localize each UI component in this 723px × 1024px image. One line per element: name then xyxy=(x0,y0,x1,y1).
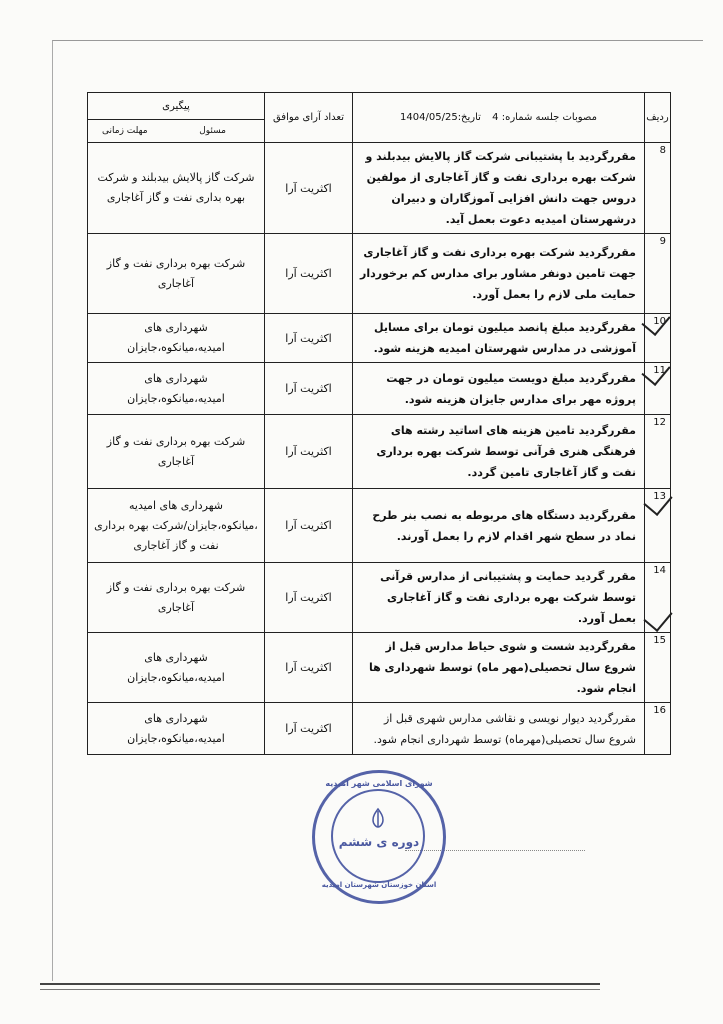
row-number-header: ردیف xyxy=(645,93,671,143)
resolution-text: مقررگردید با پشتیبانی شرکت گاز پالایش بیدبلند و شرکت بهره برداری نفت و گاز آغاجاری از مولفین دروس جهت دانش افزایی آموزگاران و دبیران درشهرستان امیدیه دعوت بعمل آید. xyxy=(353,143,645,234)
votes-cell: اکثریت آرا xyxy=(265,314,353,363)
resolution-text: مقرر گردید حمایت و پشتیبانی از مدارس قرآنی توسط شرکت بهره برداری نفت و گاز آغاجاری بعمل آورد. xyxy=(353,563,645,633)
followup-subheader xyxy=(88,120,265,143)
followup-header: پیگیری xyxy=(88,93,265,120)
responsible-cell: شرکت بهره برداری نفت و گاز آغاجاری xyxy=(88,563,265,633)
row-number: 9 xyxy=(645,234,671,314)
row-number: 14 xyxy=(645,563,671,633)
table-header-row xyxy=(88,93,671,120)
resolution-text: مقررگردید مبلغ دویست میلیون تومان در جهت پروژه مهر برای مدارس جایزان هزینه شود. xyxy=(353,363,645,415)
table-row xyxy=(88,703,671,755)
resolutions-title: مصوبات جلسه شماره: 4 xyxy=(492,112,597,123)
table-row xyxy=(88,363,671,415)
row-number: 16 xyxy=(645,703,671,755)
responsible-cell: شرکت بهره برداری نفت و گاز آغاجاری xyxy=(88,415,265,489)
meeting-date: تاریخ:1404/05/25 xyxy=(400,112,481,123)
row-number: 15 xyxy=(645,633,671,703)
deadline-header: مهلت زمانی xyxy=(102,126,148,136)
responsible-cell: شرکت بهره برداری نفت و گاز آغاجاری xyxy=(88,234,265,314)
resolution-text: مقررگردید شرکت بهره برداری نفت و گاز آغاجاری جهت تامین دونفر مشاور برای مدارس کم برخوردار حمایت ملی لازم را بعمل آورد. xyxy=(353,234,645,314)
votes-header: تعداد آرای موافق xyxy=(265,93,353,143)
votes-cell: اکثریت آرا xyxy=(265,563,353,633)
votes-cell: اکثریت آرا xyxy=(265,489,353,563)
resolution-text: مقررگردید تامین هزینه های اساتید رشته های فرهنگی هنری قرآنی توسط شرکت بهره برداری نفت و گاز آغاجاری تامین گردد. xyxy=(353,415,645,489)
responsible-header: مسئول xyxy=(199,126,226,136)
responsible-cell: شهرداری های امیدیه،میانکوه،جایزان xyxy=(88,314,265,363)
votes-cell: اکثریت آرا xyxy=(265,363,353,415)
row-number: 8 xyxy=(645,143,671,234)
page-bottom-rule-secondary xyxy=(40,989,600,990)
row-number: 13 xyxy=(645,489,671,563)
table-row xyxy=(88,489,671,563)
resolution-text: مقررگردید دستگاه های مربوطه به نصب بنر طرح نماد در سطح شهر اقدام لازم را بعمل آورند. xyxy=(353,489,645,563)
responsible-cell: شهرداری های امیدیه،میانکوه،جایزان xyxy=(88,703,265,755)
resolution-text: مقررگردید مبلغ پانصد میلیون تومان برای مسایل آموزشی در مدارس شهرستان امیدیه هزینه شود. xyxy=(353,314,645,363)
table-row xyxy=(88,314,671,363)
table-row xyxy=(88,415,671,489)
table-row xyxy=(88,234,671,314)
table-row xyxy=(88,143,671,234)
emblem-icon xyxy=(367,807,389,829)
votes-cell: اکثریت آرا xyxy=(265,143,353,234)
seal-top-text: شورای اسلامی شهر امیدیه xyxy=(325,779,433,788)
row-number: 11 xyxy=(645,363,671,415)
votes-cell: اکثریت آرا xyxy=(265,234,353,314)
resolution-text: مقررگردید شست و شوی حیاط مدارس قبل از شروع سال تحصیلی(مهر ماه) توسط شهرداری ها انجام شود. xyxy=(353,633,645,703)
row-number: 12 xyxy=(645,415,671,489)
table-row xyxy=(88,563,671,633)
responsible-cell: شهرداری های امیدیه ،میانکوه،جایزان/شرکت بهره برداری نفت و گاز آغاجاری xyxy=(88,489,265,563)
row-number: 10 xyxy=(645,314,671,363)
votes-cell: اکثریت آرا xyxy=(265,633,353,703)
votes-cell: اکثریت آرا xyxy=(265,703,353,755)
table-row xyxy=(88,633,671,703)
council-seal xyxy=(312,770,446,904)
votes-cell: اکثریت آرا xyxy=(265,415,353,489)
resolutions-table xyxy=(87,92,671,755)
responsible-cell: شهرداری های امیدیه،میانکوه،جایزان xyxy=(88,633,265,703)
seal-bottom-text: استان خوزستان شهرستان امیدیه xyxy=(321,881,437,889)
page-bottom-rule xyxy=(40,983,600,985)
seal-middle-text: دوره ی ششم xyxy=(338,835,420,849)
responsible-cell: شرکت گاز پالایش بیدبلند و شرکت بهره بداری نفت و گاز آغاجاری xyxy=(88,143,265,234)
resolution-text: مقررگردید دیوار نویسی و نقاشی مدارس شهری قبل از شروع سال تحصیلی(مهرماه) توسط شهرداری انجام شود. xyxy=(353,703,645,755)
resolutions-title-header xyxy=(353,93,645,143)
responsible-cell: شهرداری های امیدیه،میانکوه،جایزان xyxy=(88,363,265,415)
